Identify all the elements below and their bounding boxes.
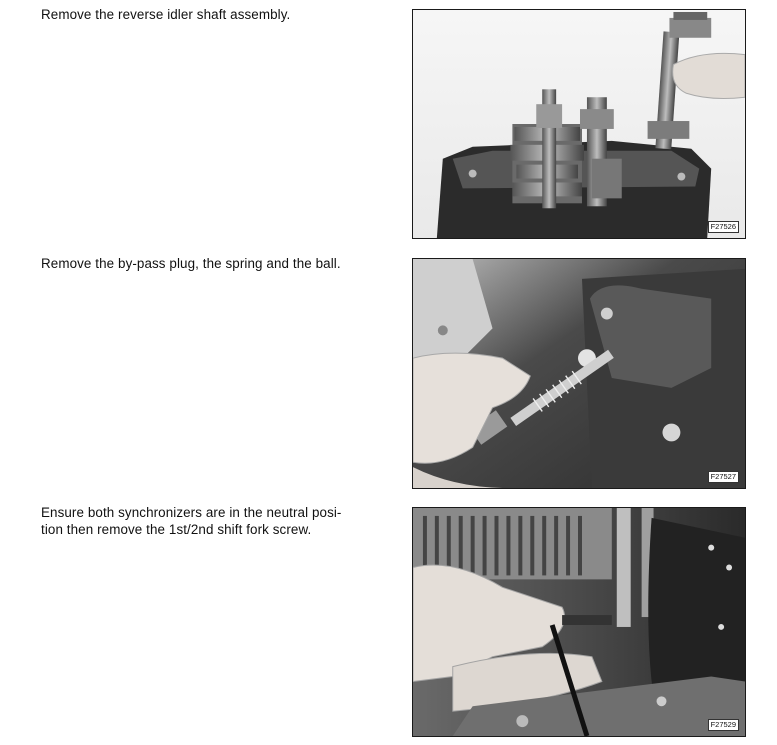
figure-label: F27526: [708, 221, 739, 233]
figure-label: F27529: [708, 719, 739, 731]
photo-bypass-plug: [412, 258, 746, 489]
figure-label: F27527: [708, 471, 739, 483]
step-3-text-line-1: Ensure both synchronizers are in the neutral posi-: [41, 505, 342, 520]
step-3-text-line-2: tion then remove the 1st/2nd shift fork screw.: [41, 522, 312, 537]
step-1-text: Remove the reverse idler shaft assembly.: [41, 7, 291, 22]
photo-reverse-idler-shaft: [412, 9, 746, 239]
photo-shift-fork-screw: [412, 507, 746, 737]
step-2-text: Remove the by-pass plug, the spring and the ball.: [41, 256, 341, 271]
step-3-text: [41, 504, 381, 538]
